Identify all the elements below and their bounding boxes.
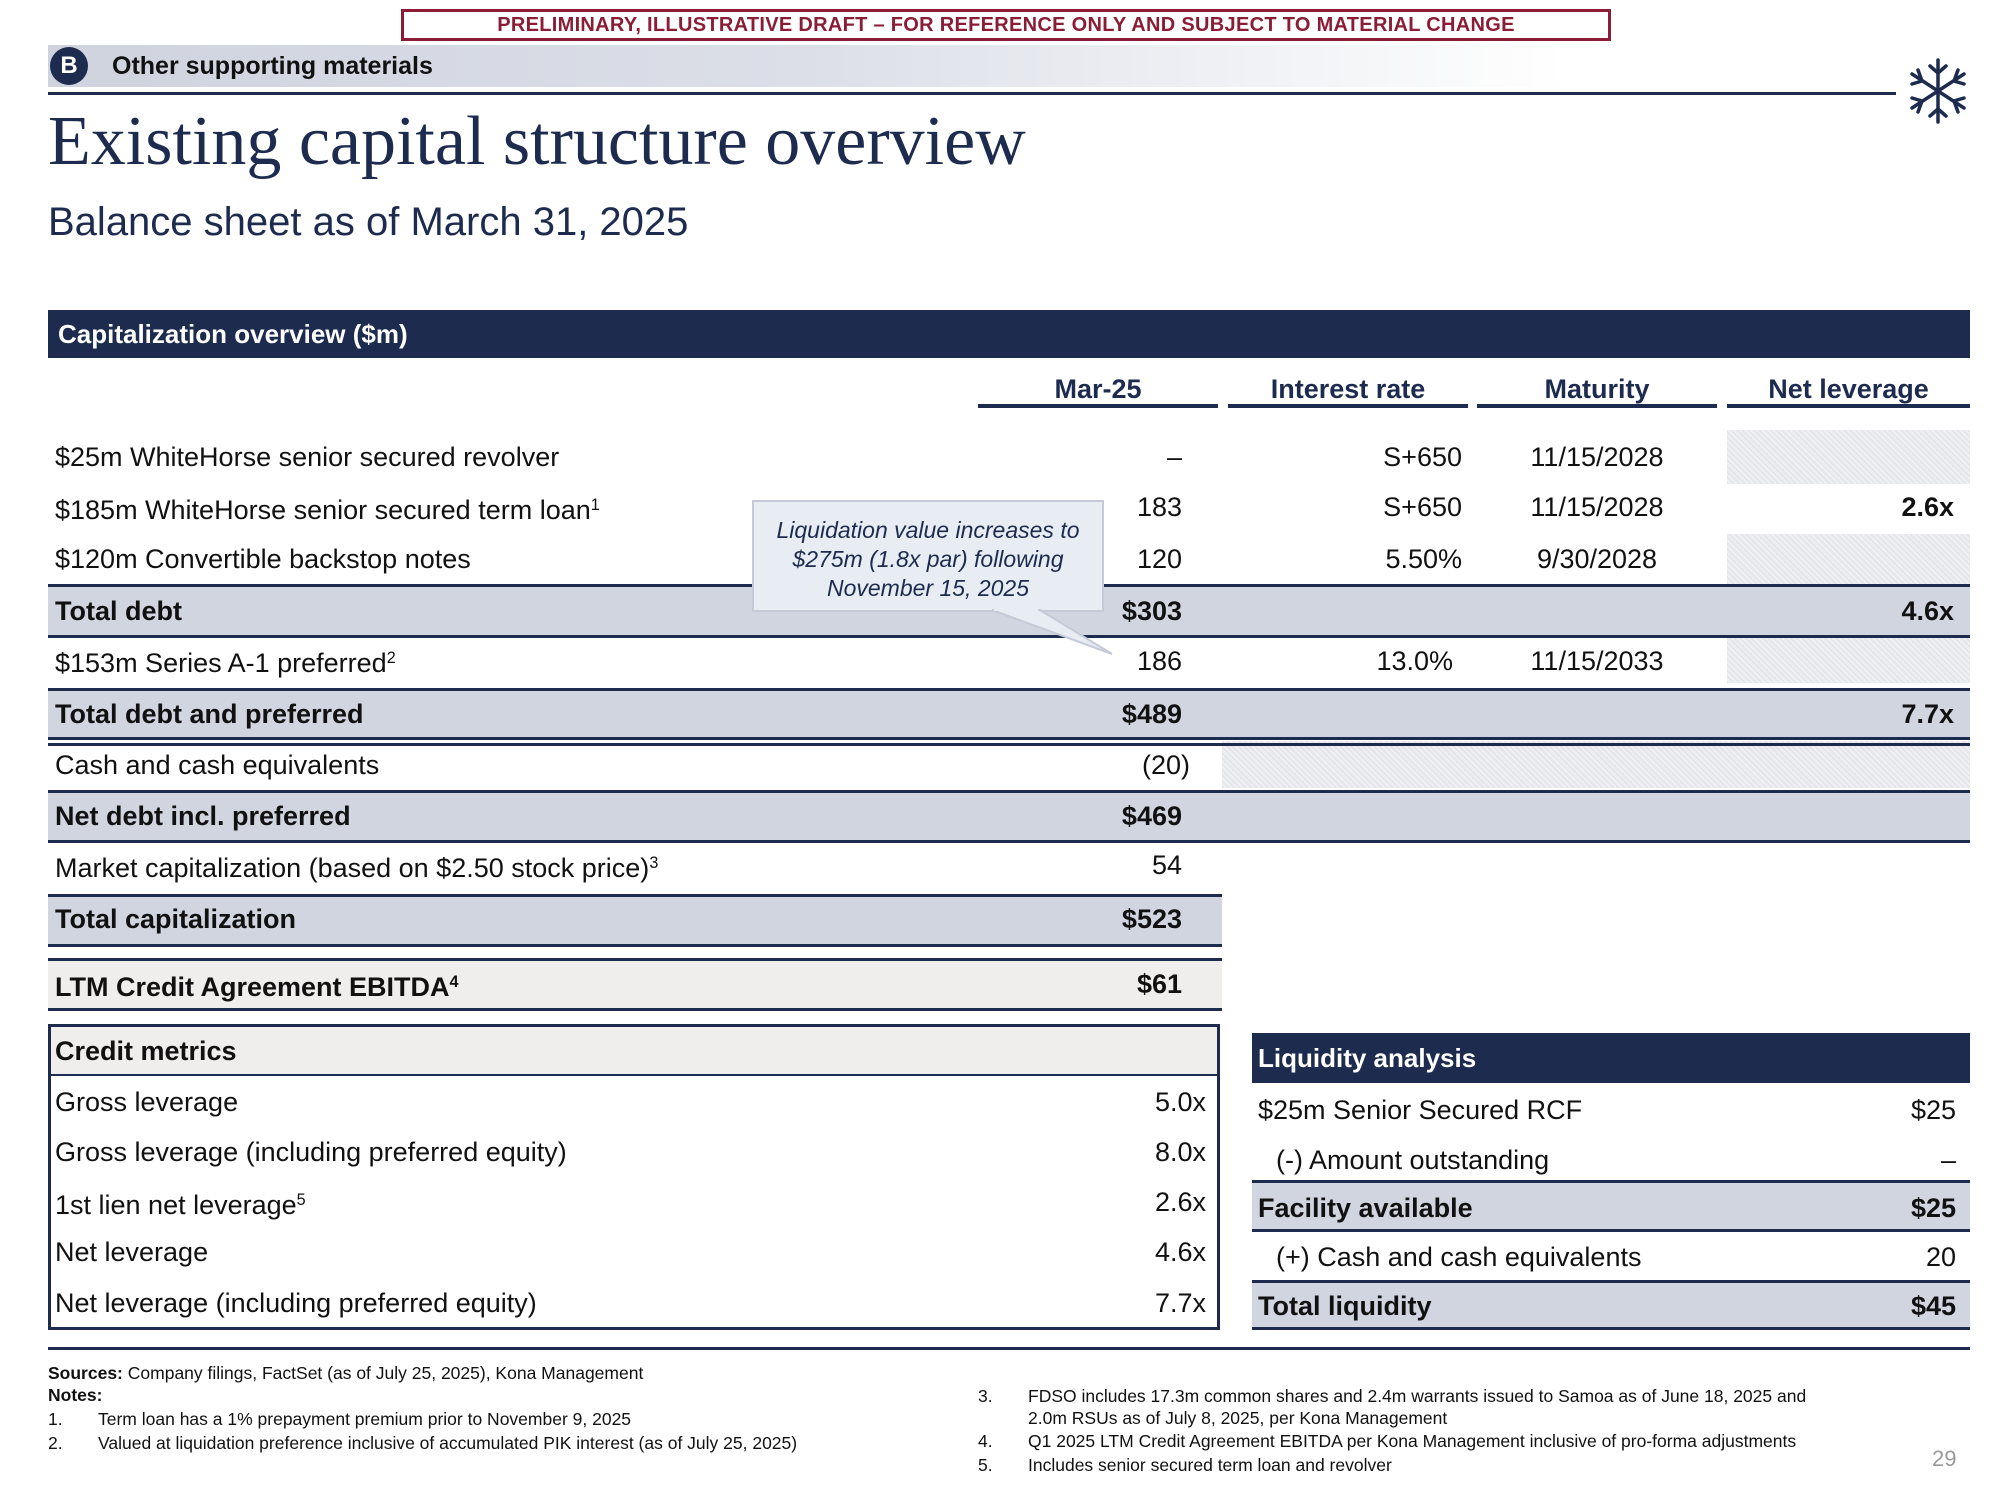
cap-row-label: $25m WhiteHorse senior secured revolver — [55, 442, 560, 472]
section-badge: B — [50, 47, 88, 85]
cap-row-value: 186 — [1136, 646, 1182, 676]
cap-row-value: $489 — [1121, 699, 1182, 729]
credit-metric-label: Gross leverage — [55, 1087, 239, 1117]
notes-label: Notes: — [48, 1385, 103, 1405]
cap-row-value: – — [1166, 442, 1182, 472]
cap-row-rate: 13.0% — [1376, 646, 1453, 676]
cap-row-value: $303 — [1121, 596, 1182, 626]
hatched-cell — [1727, 638, 1970, 683]
row-rule — [48, 743, 1970, 746]
credit-metric-value: 7.7x — [1154, 1288, 1206, 1318]
column-header-maturity: Maturity — [1477, 372, 1717, 408]
cap-row-value: $523 — [1121, 904, 1182, 934]
liquidity-label: (-) Amount outstanding — [1276, 1145, 1550, 1175]
cap-row-rate: S+650 — [1383, 492, 1462, 522]
cap-row-label: $153m Series A-1 preferred$^2$ — [55, 648, 396, 678]
cap-row-rate: 5.50% — [1385, 544, 1462, 574]
liquidation-callout: Liquidation value increases to $275m (1.8x par) following November 15, 2025 — [752, 500, 1104, 612]
liquidity-label: Facility available — [1258, 1193, 1473, 1223]
page-title: Existing capital structure overview — [48, 103, 1026, 180]
cap-row-leverage: 4.6x — [1901, 596, 1954, 626]
liquidity-label: $25m Senior Secured RCF — [1258, 1095, 1583, 1125]
draft-banner: PRELIMINARY, ILLUSTRATIVE DRAFT – FOR REFERENCE ONLY AND SUBJECT TO MATERIAL CHANGE — [401, 9, 1611, 41]
cap-row-maturity: 9/30/2028 — [1536, 544, 1658, 574]
cap-row-label: Total debt — [55, 596, 182, 626]
liquidity-header: Liquidity analysis — [1252, 1033, 1970, 1083]
cap-row-value: 54 — [1151, 850, 1182, 880]
note-text-continued: 2.0m RSUs as of July 8, 2025, per Kona Management — [1028, 1408, 1448, 1428]
sources-line: Sources: Company filings, FactSet (as of July 25, 2025), Kona Management — [48, 1363, 644, 1383]
credit-metric-label: 1st lien net leverage$^5$ — [55, 1190, 306, 1220]
liquidity-value: $25 — [1910, 1193, 1956, 1223]
credit-metric-value: 5.0x — [1154, 1087, 1206, 1117]
page-subtitle: Balance sheet as of March 31, 2025 — [48, 200, 689, 244]
column-header-interest-rate: Interest rate — [1228, 372, 1468, 408]
page-number: 29 — [1932, 1446, 1957, 1471]
footnote-marker: 3 — [649, 854, 659, 873]
footer-rule — [48, 1347, 1970, 1350]
cap-row-value: $469 — [1121, 801, 1182, 831]
footnote-marker: 5 — [296, 1191, 306, 1210]
cap-row-value: 120 — [1136, 544, 1182, 574]
hatched-cell — [1727, 430, 1970, 484]
note-text: Q1 2025 LTM Credit Agreement EBITDA per Kona Management inclusive of pro-forma adjustments — [1028, 1431, 1797, 1451]
capitalization-header: Capitalization overview ($m) — [48, 310, 1970, 358]
note-number: 2. — [48, 1433, 63, 1453]
note-number: 5. — [978, 1455, 993, 1475]
hatched-cell — [1727, 534, 1970, 584]
cap-row-label: LTM Credit Agreement EBITDA$^4$ — [55, 972, 459, 1002]
cap-row-rate: S+650 — [1383, 442, 1462, 472]
liquidity-label: (+) Cash and cash equivalents — [1276, 1242, 1642, 1272]
liquidity-value: $45 — [1910, 1291, 1956, 1321]
cap-row-maturity: 11/15/2033 — [1530, 646, 1664, 676]
cap-row-leverage: 2.6x — [1901, 492, 1954, 522]
credit-metric-label: Net leverage (including preferred equity) — [55, 1288, 537, 1318]
cap-row-label: Cash and cash equivalents — [55, 750, 380, 780]
liquidity-value: 20 — [1925, 1242, 1956, 1272]
cap-row-label: Market capitalization (based on $2.50 stock price)$^3$ — [55, 853, 659, 883]
credit-metrics-header: Credit metrics — [55, 1036, 237, 1066]
note-text: FDSO includes 17.3m common shares and 2.4m warrants issued to Samoa as of June 18, 2025 and — [1028, 1386, 1807, 1406]
snowflake-logo-icon — [1906, 56, 1970, 126]
liquidity-value: – — [1940, 1145, 1956, 1175]
note-number: 4. — [978, 1431, 993, 1451]
note-text: Valued at liquidation preference inclusive of accumulated PIK interest (as of July 25, 2025) — [98, 1433, 798, 1453]
column-header-mar25: Mar-25 — [978, 372, 1218, 408]
note-text: Term loan has a 1% prepayment premium prior to November 9, 2025 — [98, 1409, 632, 1429]
cap-row-label: Net debt incl. preferred — [55, 801, 351, 831]
credit-metric-value: 2.6x — [1154, 1187, 1206, 1217]
column-header-net-leverage: Net leverage — [1727, 372, 1970, 408]
credit-metric-value: 8.0x — [1154, 1137, 1206, 1167]
footnote-marker: 2 — [386, 649, 396, 668]
header-rule — [48, 92, 1896, 95]
cap-row-maturity: 11/15/2028 — [1530, 442, 1664, 472]
cap-row-value: 183 — [1136, 492, 1182, 522]
hatched-cell — [1222, 741, 1970, 788]
credit-metric-value: 4.6x — [1154, 1237, 1206, 1267]
credit-metric-label: Net leverage — [55, 1237, 209, 1267]
liquidity-value: $25 — [1910, 1095, 1956, 1125]
note-number: 3. — [978, 1386, 993, 1406]
note-text: Includes senior secured term loan and revolver — [1028, 1455, 1392, 1475]
section-title: Other supporting materials — [112, 52, 433, 80]
cap-row-label: Total debt and preferred — [55, 699, 364, 729]
liquidity-label: Total liquidity — [1258, 1291, 1432, 1321]
note-number: 1. — [48, 1409, 63, 1429]
cap-row-leverage: 7.7x — [1901, 699, 1954, 729]
footnote-marker: 1 — [590, 496, 600, 515]
cap-row-label: Total capitalization — [55, 904, 297, 934]
cap-row-label: $120m Convertible backstop notes — [55, 544, 471, 574]
cap-row-value: $61 — [1136, 969, 1182, 999]
cap-row-label: $185m WhiteHorse senior secured term loan$^1$ — [55, 495, 600, 525]
cap-row-value: (20) — [1141, 750, 1190, 780]
cap-row-maturity: 11/15/2028 — [1530, 492, 1664, 522]
footnote-marker: 4 — [449, 973, 459, 992]
credit-metric-label: Gross leverage (including preferred equity) — [55, 1137, 567, 1167]
